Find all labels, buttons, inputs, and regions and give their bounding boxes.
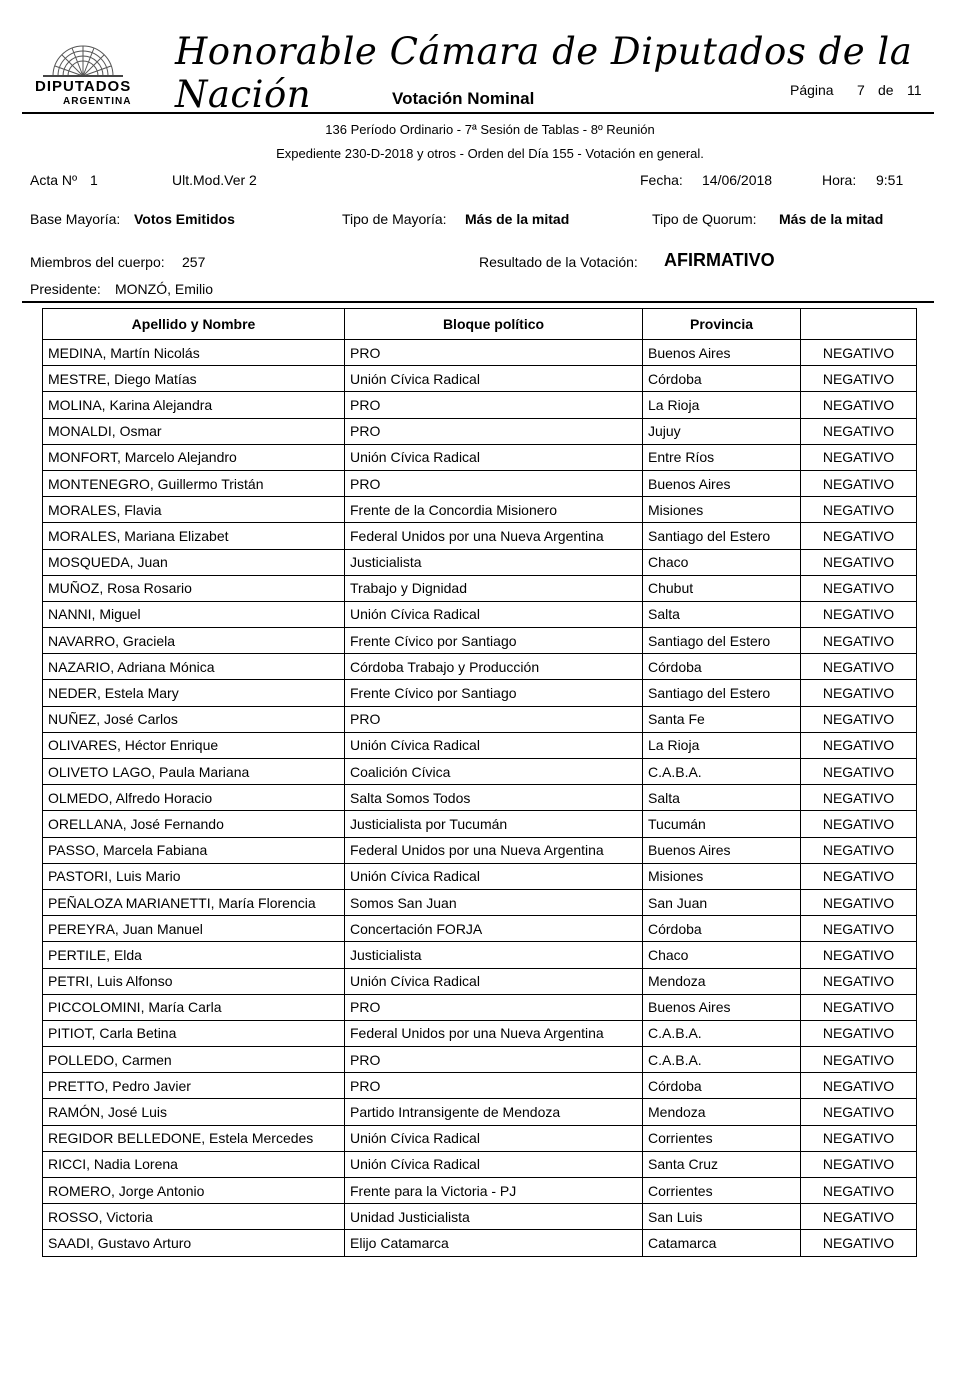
- logo-title: DIPUTADOS: [35, 78, 132, 95]
- cell-voto: NEGATIVO: [801, 575, 917, 601]
- cell-bloque: Unión Cívica Radical: [345, 863, 643, 889]
- cell-voto: NEGATIVO: [801, 1047, 917, 1073]
- cell-bloque: Córdoba Trabajo y Producción: [345, 654, 643, 680]
- cell-bloque: PRO: [345, 470, 643, 496]
- cell-voto: NEGATIVO: [801, 889, 917, 915]
- cell-provincia: Santiago del Estero: [643, 628, 801, 654]
- page-number: 7: [857, 82, 865, 98]
- table-row: [43, 601, 917, 627]
- cell-nombre: MONFORT, Marcelo Alejandro: [43, 444, 345, 470]
- cell-voto: NEGATIVO: [801, 1178, 917, 1204]
- cell-provincia: Catamarca: [643, 1230, 801, 1256]
- resultado-label: Resultado de la Votación:: [479, 254, 638, 270]
- cell-voto: NEGATIVO: [801, 418, 917, 444]
- cell-nombre: REGIDOR BELLEDONE, Estela Mercedes: [43, 1125, 345, 1151]
- cell-nombre: RICCI, Nadia Lorena: [43, 1151, 345, 1177]
- table-row: [43, 889, 917, 915]
- cell-bloque: Unión Cívica Radical: [345, 1151, 643, 1177]
- cell-nombre: ROMERO, Jorge Antonio: [43, 1178, 345, 1204]
- presidente-value: MONZÓ, Emilio: [115, 281, 213, 297]
- presidente-label: Presidente:: [30, 281, 101, 297]
- table-row: [43, 732, 917, 758]
- cell-voto: NEGATIVO: [801, 497, 917, 523]
- header-divider: [22, 112, 934, 114]
- session-line-2: Expediente 230-D-2018 y otros - Orden del Día 155 - Votación en general.: [276, 146, 704, 161]
- cell-bloque: Federal Unidos por una Nueva Argentina: [345, 837, 643, 863]
- col-header-voto: [801, 309, 917, 340]
- cell-provincia: Santa Fe: [643, 706, 801, 732]
- cell-nombre: PRETTO, Pedro Javier: [43, 1073, 345, 1099]
- cell-nombre: PASTORI, Luis Mario: [43, 863, 345, 889]
- cell-provincia: Buenos Aires: [643, 837, 801, 863]
- table-row: [43, 968, 917, 994]
- cell-provincia: Jujuy: [643, 418, 801, 444]
- cell-provincia: Chaco: [643, 549, 801, 575]
- table-row: [43, 1047, 917, 1073]
- cell-voto: NEGATIVO: [801, 680, 917, 706]
- base-label: Base Mayoría:: [30, 211, 121, 227]
- cell-provincia: Corrientes: [643, 1178, 801, 1204]
- cell-bloque: PRO: [345, 994, 643, 1020]
- cell-voto: NEGATIVO: [801, 1230, 917, 1256]
- cell-nombre: NANNI, Miguel: [43, 601, 345, 627]
- cell-voto: NEGATIVO: [801, 366, 917, 392]
- cell-voto: NEGATIVO: [801, 759, 917, 785]
- cell-provincia: Mendoza: [643, 1099, 801, 1125]
- acta-label: Acta Nº: [30, 172, 78, 188]
- cell-nombre: NUÑEZ, José Carlos: [43, 706, 345, 732]
- cell-provincia: Santiago del Estero: [643, 523, 801, 549]
- document-title: Votación Nominal: [392, 89, 535, 108]
- table-row: [43, 575, 917, 601]
- table-row: [43, 680, 917, 706]
- cell-nombre: PITIOT, Carla Betina: [43, 1020, 345, 1046]
- table-row: [43, 785, 917, 811]
- cell-voto: NEGATIVO: [801, 549, 917, 575]
- table-row: [43, 366, 917, 392]
- cell-provincia: Buenos Aires: [643, 470, 801, 496]
- cell-voto: NEGATIVO: [801, 837, 917, 863]
- cell-nombre: PEREYRA, Juan Manuel: [43, 916, 345, 942]
- cell-bloque: Unión Cívica Radical: [345, 366, 643, 392]
- cell-voto: NEGATIVO: [801, 785, 917, 811]
- cell-provincia: San Luis: [643, 1204, 801, 1230]
- cell-bloque: PRO: [345, 418, 643, 444]
- cell-bloque: Unión Cívica Radical: [345, 968, 643, 994]
- cell-bloque: Elijo Catamarca: [345, 1230, 643, 1256]
- cell-nombre: ROSSO, Victoria: [43, 1204, 345, 1230]
- logo-subtitle: ARGENTINA: [63, 96, 132, 107]
- base-value: Votos Emitidos: [134, 211, 235, 227]
- cell-nombre: PETRI, Luis Alfonso: [43, 968, 345, 994]
- table-row: [43, 1230, 917, 1256]
- table-row: [43, 994, 917, 1020]
- cell-provincia: Misiones: [643, 863, 801, 889]
- cell-nombre: MONTENEGRO, Guillermo Tristán: [43, 470, 345, 496]
- cell-bloque: Unión Cívica Radical: [345, 444, 643, 470]
- miembros-label: Miembros del cuerpo:: [30, 254, 165, 270]
- cell-voto: NEGATIVO: [801, 942, 917, 968]
- cell-bloque: PRO: [345, 1073, 643, 1099]
- col-header-bloque: Bloque político: [345, 309, 643, 340]
- table-row: [43, 811, 917, 837]
- cell-bloque: Frente de la Concordia Misionero: [345, 497, 643, 523]
- cell-voto: NEGATIVO: [801, 523, 917, 549]
- cell-bloque: Coalición Cívica: [345, 759, 643, 785]
- cell-provincia: Salta: [643, 601, 801, 627]
- cell-nombre: NEDER, Estela Mary: [43, 680, 345, 706]
- session-line-1: 136 Período Ordinario - 7ª Sesión de Tablas - 8º Reunión: [325, 122, 655, 137]
- cell-bloque: Unión Cívica Radical: [345, 732, 643, 758]
- cell-voto: NEGATIVO: [801, 628, 917, 654]
- cell-voto: NEGATIVO: [801, 340, 917, 366]
- cell-nombre: NAZARIO, Adriana Mónica: [43, 654, 345, 680]
- cell-voto: NEGATIVO: [801, 994, 917, 1020]
- cell-provincia: Mendoza: [643, 968, 801, 994]
- cell-nombre: MORALES, Mariana Elizabet: [43, 523, 345, 549]
- cell-nombre: MOLINA, Karina Alejandra: [43, 392, 345, 418]
- table-row: [43, 340, 917, 366]
- table-row: [43, 1178, 917, 1204]
- cell-voto: NEGATIVO: [801, 1125, 917, 1151]
- table-row: [43, 444, 917, 470]
- miembros-value: 257: [182, 254, 206, 270]
- cell-provincia: La Rioja: [643, 392, 801, 418]
- cell-voto: NEGATIVO: [801, 444, 917, 470]
- cell-provincia: C.A.B.A.: [643, 1020, 801, 1046]
- cell-nombre: ORELLANA, José Fernando: [43, 811, 345, 837]
- cell-provincia: Entre Ríos: [643, 444, 801, 470]
- cell-bloque: Unión Cívica Radical: [345, 601, 643, 627]
- cell-bloque: PRO: [345, 340, 643, 366]
- cell-provincia: La Rioja: [643, 732, 801, 758]
- cell-bloque: Frente para la Victoria - PJ: [345, 1178, 643, 1204]
- cell-provincia: Córdoba: [643, 366, 801, 392]
- cell-nombre: RAMÓN, José Luis: [43, 1099, 345, 1125]
- cell-nombre: NAVARRO, Graciela: [43, 628, 345, 654]
- cell-nombre: PASSO, Marcela Fabiana: [43, 837, 345, 863]
- cell-nombre: PICCOLOMINI, María Carla: [43, 994, 345, 1020]
- table-row: [43, 759, 917, 785]
- cell-nombre: PERTILE, Elda: [43, 942, 345, 968]
- tipo-quorum-label: Tipo de Quorum:: [652, 211, 757, 227]
- cell-bloque: Frente Cívico por Santiago: [345, 628, 643, 654]
- tipo-mayoria-value: Más de la mitad: [465, 211, 570, 227]
- cell-provincia: Córdoba: [643, 654, 801, 680]
- tipo-mayoria-label: Tipo de Mayoría:: [342, 211, 447, 227]
- cell-provincia: Santiago del Estero: [643, 680, 801, 706]
- cell-nombre: PEÑALOZA MARIANETTI, María Florencia: [43, 889, 345, 915]
- cell-voto: NEGATIVO: [801, 1204, 917, 1230]
- cell-voto: NEGATIVO: [801, 654, 917, 680]
- cell-bloque: Justicialista: [345, 549, 643, 575]
- cell-bloque: Somos San Juan: [345, 889, 643, 915]
- cell-voto: NEGATIVO: [801, 470, 917, 496]
- table-row: [43, 470, 917, 496]
- cell-provincia: Chubut: [643, 575, 801, 601]
- hora-label: Hora:: [822, 172, 857, 188]
- cell-provincia: C.A.B.A.: [643, 759, 801, 785]
- cell-bloque: Unidad Justicialista: [345, 1204, 643, 1230]
- table-row: [43, 1151, 917, 1177]
- table-row: [43, 523, 917, 549]
- table-row: [43, 1020, 917, 1046]
- cell-voto: NEGATIVO: [801, 1020, 917, 1046]
- table-row: [43, 654, 917, 680]
- page-of-label: de: [878, 82, 894, 98]
- cell-nombre: SAADI, Gustavo Arturo: [43, 1230, 345, 1256]
- cell-bloque: Federal Unidos por una Nueva Argentina: [345, 523, 643, 549]
- version: Ult.Mod.Ver 2: [172, 172, 257, 188]
- cell-bloque: Salta Somos Todos: [345, 785, 643, 811]
- table-row: [43, 392, 917, 418]
- cell-voto: NEGATIVO: [801, 916, 917, 942]
- cell-voto: NEGATIVO: [801, 392, 917, 418]
- cell-bloque: Frente Cívico por Santiago: [345, 680, 643, 706]
- cell-voto: NEGATIVO: [801, 601, 917, 627]
- cell-provincia: Misiones: [643, 497, 801, 523]
- cell-nombre: MESTRE, Diego Matías: [43, 366, 345, 392]
- cell-bloque: PRO: [345, 706, 643, 732]
- meta-divider: [22, 301, 934, 303]
- cell-voto: NEGATIVO: [801, 732, 917, 758]
- cell-provincia: Tucumán: [643, 811, 801, 837]
- chamber-title: Honorable Cámara de Diputados de la Nación: [175, 30, 913, 116]
- cell-nombre: MORALES, Flavia: [43, 497, 345, 523]
- cell-bloque: Trabajo y Dignidad: [345, 575, 643, 601]
- cell-bloque: Concertación FORJA: [345, 916, 643, 942]
- cell-provincia: Santa Cruz: [643, 1151, 801, 1177]
- votes-table: [42, 308, 917, 1257]
- cell-provincia: Buenos Aires: [643, 994, 801, 1020]
- cell-voto: NEGATIVO: [801, 706, 917, 732]
- fecha-value: 14/06/2018: [702, 172, 773, 188]
- table-row: [43, 706, 917, 732]
- cell-voto: NEGATIVO: [801, 968, 917, 994]
- table-row: [43, 916, 917, 942]
- table-row: [43, 1099, 917, 1125]
- table-row: [43, 863, 917, 889]
- cell-provincia: Córdoba: [643, 916, 801, 942]
- cell-bloque: Unión Cívica Radical: [345, 1125, 643, 1151]
- cell-nombre: MOSQUEDA, Juan: [43, 549, 345, 575]
- cell-voto: NEGATIVO: [801, 1073, 917, 1099]
- cell-provincia: Córdoba: [643, 1073, 801, 1099]
- hora-value: 9:51: [876, 172, 904, 188]
- cell-nombre: OLIVARES, Héctor Enrique: [43, 732, 345, 758]
- cell-bloque: Justicialista: [345, 942, 643, 968]
- table-row: [43, 497, 917, 523]
- cell-bloque: Justicialista por Tucumán: [345, 811, 643, 837]
- cell-nombre: POLLEDO, Carmen: [43, 1047, 345, 1073]
- col-header-provincia: Provincia: [643, 309, 801, 340]
- cell-provincia: Chaco: [643, 942, 801, 968]
- fecha-label: Fecha:: [640, 172, 683, 188]
- cell-bloque: PRO: [345, 1047, 643, 1073]
- page-total: 11: [907, 82, 922, 98]
- cell-voto: NEGATIVO: [801, 1151, 917, 1177]
- resultado-value: AFIRMATIVO: [664, 250, 775, 270]
- cell-voto: NEGATIVO: [801, 811, 917, 837]
- table-row: [43, 628, 917, 654]
- tipo-quorum-value: Más de la mitad: [779, 211, 884, 227]
- table-row: [43, 1125, 917, 1151]
- cell-nombre: MEDINA, Martín Nicolás: [43, 340, 345, 366]
- cell-nombre: MUÑOZ, Rosa Rosario: [43, 575, 345, 601]
- col-header-nombre: Apellido y Nombre: [43, 309, 345, 340]
- cell-nombre: MONALDI, Osmar: [43, 418, 345, 444]
- cell-provincia: San Juan: [643, 889, 801, 915]
- table-row: [43, 1073, 917, 1099]
- cell-voto: NEGATIVO: [801, 1099, 917, 1125]
- cell-provincia: Corrientes: [643, 1125, 801, 1151]
- cell-nombre: OLIVETO LAGO, Paula Mariana: [43, 759, 345, 785]
- cell-bloque: PRO: [345, 392, 643, 418]
- page-label: Página: [790, 82, 834, 98]
- acta-value: 1: [90, 172, 98, 188]
- table-row: [43, 418, 917, 444]
- table-header-row: [43, 309, 917, 340]
- cell-nombre: OLMEDO, Alfredo Horacio: [43, 785, 345, 811]
- cell-bloque: Partido Intransigente de Mendoza: [345, 1099, 643, 1125]
- cell-provincia: Salta: [643, 785, 801, 811]
- table-row: [43, 837, 917, 863]
- table-row: [43, 549, 917, 575]
- cell-voto: NEGATIVO: [801, 863, 917, 889]
- cell-bloque: Federal Unidos por una Nueva Argentina: [345, 1020, 643, 1046]
- table-row: [43, 942, 917, 968]
- cell-provincia: Buenos Aires: [643, 340, 801, 366]
- cell-provincia: C.A.B.A.: [643, 1047, 801, 1073]
- table-row: [43, 1204, 917, 1230]
